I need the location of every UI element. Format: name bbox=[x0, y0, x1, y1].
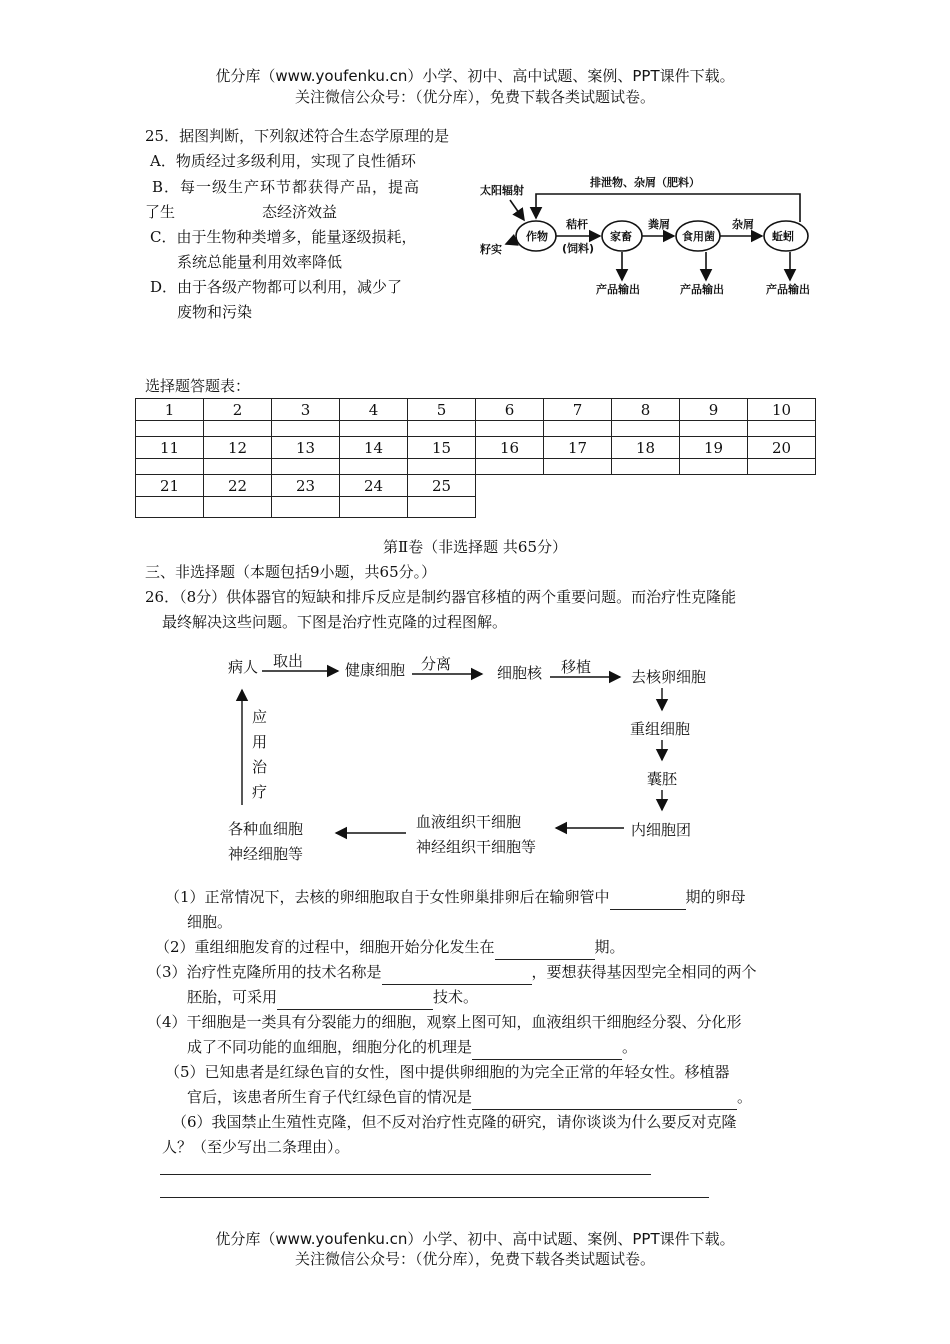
q25-option-b-cont-1: 了生 bbox=[145, 203, 176, 221]
flow-apply-char: 用 bbox=[252, 733, 268, 751]
table-cell: 13 bbox=[272, 437, 340, 459]
flow-enucleated-egg: 去核卵细胞 bbox=[631, 668, 707, 686]
q26-sub-3: （3）治疗性克隆所用的技术名称是 ，要想获得基因型完全相同的两个 bbox=[147, 960, 757, 985]
answer-cell[interactable] bbox=[476, 459, 544, 475]
answer-cell[interactable] bbox=[272, 459, 340, 475]
table-cell: 10 bbox=[748, 399, 816, 421]
answer-cell[interactable] bbox=[204, 459, 272, 475]
q25-option-d: D．由于各级产物都可以利用，减少了 bbox=[150, 278, 403, 296]
q26-sub-5: （5）已知患者是红绿色盲的女性，图中提供卵细胞的为完全正常的年轻女性。移植器 bbox=[165, 1063, 730, 1081]
answer-cell[interactable] bbox=[136, 421, 204, 437]
answer-cell[interactable] bbox=[748, 459, 816, 475]
section-title: 三、非选择题（本题包括9小题，共65分。） bbox=[145, 563, 437, 581]
flow-apply-char: 应 bbox=[252, 708, 268, 726]
answer-cell[interactable] bbox=[204, 421, 272, 437]
footer-line-1: 优分库（www.youfenku.cn）小学、初中、高中试题、案例、PPT课件下载。 bbox=[215, 1230, 735, 1248]
fruit-arrow bbox=[506, 240, 516, 244]
flow-transplant-label: 移植 bbox=[561, 658, 592, 676]
flow-patient: 病人 bbox=[228, 658, 259, 676]
table-cell: 5 bbox=[408, 399, 476, 421]
table-cell: 1 bbox=[136, 399, 204, 421]
q25-option-d-cont: 废物和污染 bbox=[177, 303, 253, 321]
feedback-label: 排泄物、杂屑（肥料） bbox=[590, 176, 700, 189]
q26-sub-6-cont: 人？（至少写出二条理由）。 bbox=[162, 1138, 350, 1156]
fruit-label: 籽实 bbox=[480, 243, 502, 256]
answer-cell[interactable] bbox=[612, 459, 680, 475]
q25-option-b: B．每一级生产环节都获得产品，提高 bbox=[152, 178, 421, 196]
table-cell: 14 bbox=[340, 437, 408, 459]
table-cell: 21 bbox=[136, 475, 204, 497]
answer-cell[interactable] bbox=[544, 421, 612, 437]
answer-table bbox=[135, 398, 816, 518]
table-cell: 16 bbox=[476, 437, 544, 459]
header-line-2: 关注微信公众号：（优分库），免费下载各类试题试卷。 bbox=[294, 88, 655, 106]
answer-blank[interactable] bbox=[610, 893, 686, 910]
table-cell: 22 bbox=[204, 475, 272, 497]
straw-label: 秸杆 bbox=[566, 218, 588, 231]
sun-label: 太阳辐射 bbox=[480, 184, 524, 197]
flow-blood-cells: 各种血细胞 bbox=[228, 820, 304, 838]
answer-cell[interactable] bbox=[476, 421, 544, 437]
table-cell: 23 bbox=[272, 475, 340, 497]
earthworm-label: 蚯蚓 bbox=[772, 230, 794, 243]
sun-arrow bbox=[510, 200, 524, 220]
answer-cell[interactable] bbox=[408, 421, 476, 437]
q26-sub-1: （1）正常情况下，去核的卵细胞取自于女性卵巢排卵后在输卵管中 期的卵母 bbox=[165, 885, 746, 910]
ecology-diagram bbox=[470, 160, 830, 310]
flow-take-label: 取出 bbox=[273, 652, 304, 670]
flow-blastocyst: 囊胚 bbox=[647, 770, 678, 788]
flow-nerve-cells: 神经细胞等 bbox=[228, 845, 304, 863]
answer-cell[interactable] bbox=[272, 421, 340, 437]
flow-inner-cell-mass: 内细胞团 bbox=[631, 821, 692, 839]
answer-cell[interactable] bbox=[408, 497, 476, 518]
table-cell: 2 bbox=[204, 399, 272, 421]
manure-label: 粪屑 bbox=[648, 218, 670, 231]
flow-nucleus: 细胞核 bbox=[497, 664, 543, 682]
output-label-2: 产品输出 bbox=[680, 283, 724, 296]
answer-blank[interactable] bbox=[495, 943, 595, 960]
answer-cell[interactable] bbox=[680, 421, 748, 437]
fungus-label: 食用菌 bbox=[682, 230, 715, 243]
livestock-label: 家畜 bbox=[610, 230, 632, 243]
answer-cell[interactable] bbox=[544, 459, 612, 475]
table-cell: 9 bbox=[680, 399, 748, 421]
output-label-1: 产品输出 bbox=[596, 283, 640, 296]
q25-option-c-cont: 系统总能量利用效率降低 bbox=[177, 253, 343, 271]
answer-cell[interactable] bbox=[340, 497, 408, 518]
footer-line-2: 关注微信公众号：（优分库），免费下载各类试题试卷。 bbox=[294, 1250, 655, 1268]
table-cell: 7 bbox=[544, 399, 612, 421]
answer-blank[interactable] bbox=[382, 968, 532, 985]
answer-cell[interactable] bbox=[748, 421, 816, 437]
answer-cell[interactable] bbox=[340, 459, 408, 475]
answer-cell[interactable] bbox=[680, 459, 748, 475]
q26-stem-1: 26．（8分）供体器官的短缺和排斥反应是制约器官移植的两个重要问题。而治疗性克隆能 bbox=[145, 588, 737, 606]
table-cell: 17 bbox=[544, 437, 612, 459]
part2-title: 第Ⅱ卷（非选择题 共65分） bbox=[382, 538, 568, 556]
output-label-3: 产品输出 bbox=[766, 283, 810, 296]
answer-table-title: 选择题答题表： bbox=[145, 377, 251, 395]
table-cell: 4 bbox=[340, 399, 408, 421]
answer-blank[interactable] bbox=[472, 1093, 737, 1110]
table-cell: 3 bbox=[272, 399, 340, 421]
q26-stem-2: 最终解决这些问题。下图是治疗性克隆的过程图解。 bbox=[162, 613, 508, 631]
flow-apply-char: 疗 bbox=[252, 783, 268, 801]
flow-recombined-cell: 重组细胞 bbox=[630, 720, 691, 738]
answer-line[interactable] bbox=[160, 1197, 709, 1198]
answer-cell[interactable] bbox=[272, 497, 340, 518]
answer-cell[interactable] bbox=[204, 497, 272, 518]
q26-sub-4-cont: 成了不同功能的血细胞，细胞分化的机理是 。 bbox=[187, 1035, 637, 1060]
answer-blank[interactable] bbox=[472, 1043, 622, 1060]
table-cell: 6 bbox=[476, 399, 544, 421]
answer-cell[interactable] bbox=[340, 421, 408, 437]
crop-label: 作物 bbox=[526, 230, 548, 243]
table-cell: 20 bbox=[748, 437, 816, 459]
flow-apply-char: 治 bbox=[252, 758, 268, 776]
q26-sub-5-cont: 官后，该患者所生育子代红绿色盲的情况是 。 bbox=[187, 1085, 752, 1110]
table-cell: 25 bbox=[408, 475, 476, 497]
answer-cell[interactable] bbox=[408, 459, 476, 475]
table-cell: 24 bbox=[340, 475, 408, 497]
header-line-1: 优分库（www.youfenku.cn）小学、初中、高中试题、案例、PPT课件下载。 bbox=[215, 67, 735, 85]
debris-label: 杂屑 bbox=[732, 218, 754, 231]
answer-line[interactable] bbox=[160, 1174, 651, 1175]
feed-label: (饲料) bbox=[562, 242, 595, 255]
q25-option-c: C．由于生物种类增多，能量逐级损耗， bbox=[150, 228, 417, 246]
flow-blood-stem-cell: 血液组织干细胞 bbox=[416, 813, 522, 831]
table-cell: 8 bbox=[612, 399, 680, 421]
q26-sub-2: （2）重组细胞发育的过程中，细胞开始分化发生在 期。 bbox=[155, 935, 625, 960]
answer-blank[interactable] bbox=[277, 993, 433, 1010]
table-cell: 12 bbox=[204, 437, 272, 459]
q25-option-b-cont-2: 态经济效益 bbox=[262, 203, 338, 221]
answer-cell[interactable] bbox=[612, 421, 680, 437]
q26-sub-4: （4）干细胞是一类具有分裂能力的细胞，观察上图可知，血液组织干细胞经分裂、分化形 bbox=[147, 1013, 742, 1031]
answer-cell[interactable] bbox=[136, 497, 204, 518]
q26-sub-6: （6）我国禁止生殖性克隆，但不反对治疗性克隆的研究，请你谈谈为什么要反对克隆 bbox=[172, 1113, 737, 1131]
q25-option-a: A．物质经过多级利用，实现了良性循环 bbox=[150, 152, 416, 170]
flow-separate-label: 分离 bbox=[421, 655, 452, 673]
table-cell: 19 bbox=[680, 437, 748, 459]
table-cell: 18 bbox=[612, 437, 680, 459]
q25-stem: 25．据图判断，下列叙述符合生态学原理的是 bbox=[145, 127, 450, 145]
table-cell: 11 bbox=[136, 437, 204, 459]
q26-sub-1-cont: 细胞。 bbox=[187, 913, 233, 931]
answer-cell[interactable] bbox=[136, 459, 204, 475]
flow-nerve-stem-cell: 神经组织干细胞等 bbox=[416, 838, 537, 856]
table-cell: 15 bbox=[408, 437, 476, 459]
flow-healthy-cell: 健康细胞 bbox=[345, 661, 406, 679]
q26-sub-3-cont: 胚胎，可采用 技术。 bbox=[187, 985, 478, 1010]
